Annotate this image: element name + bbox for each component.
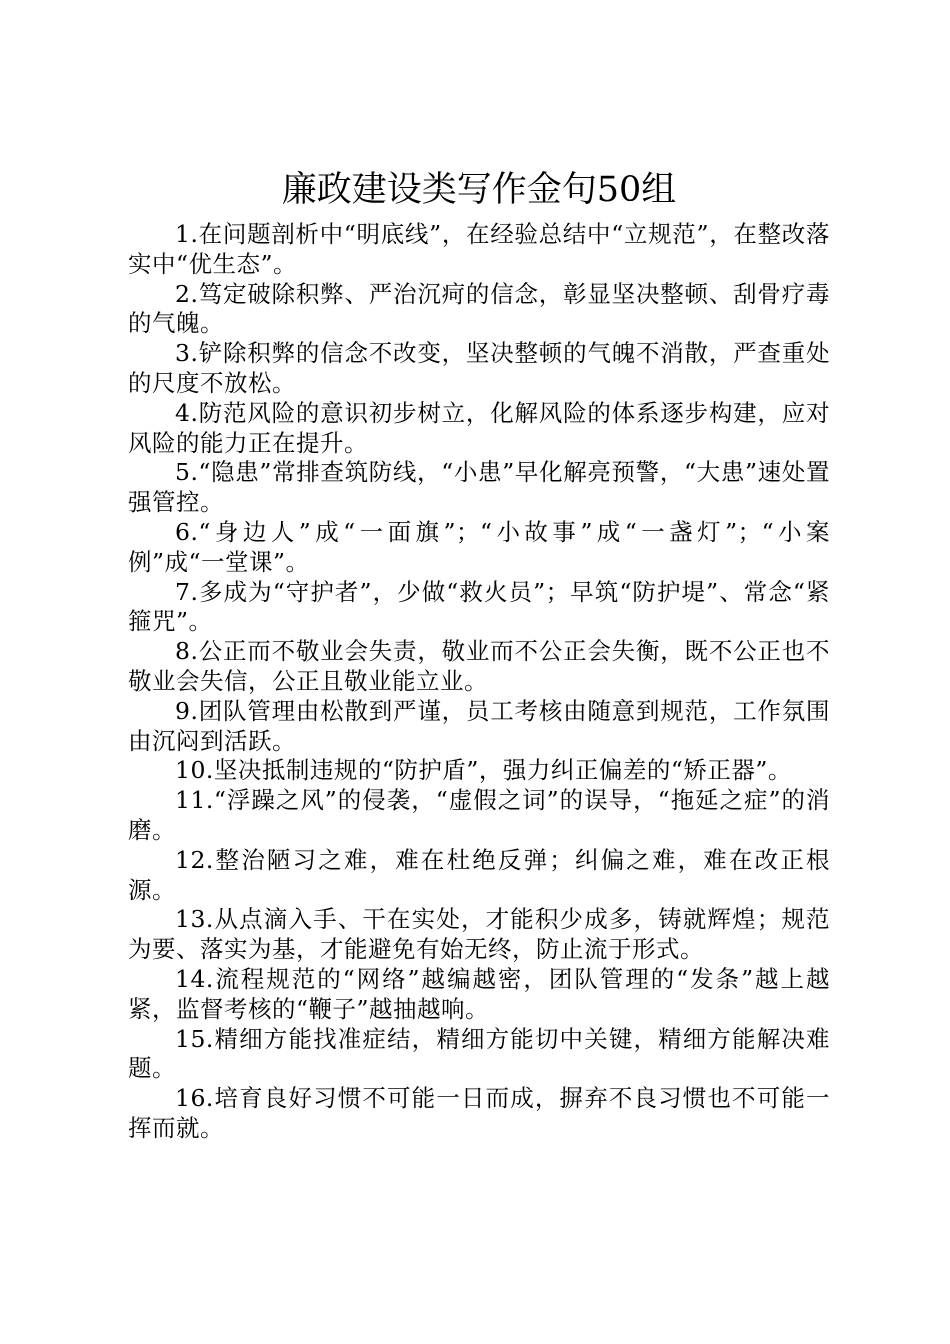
sentence-list <box>128 220 830 1144</box>
document-page <box>128 160 830 1144</box>
sentence-item-10: 10.坚决抵制违规的“防护盾”，强力纠正偏差的“矫正器”。 <box>175 756 792 785</box>
sentence-item-7: 7.多成为“守护者”，少做“救火员”；早筑“防护堤”、常念“紧箍咒”。 <box>128 577 830 636</box>
sentence-item-13: 13.从点滴入手、干在实处，才能积少成多，铸就辉煌；规范为要、落实为基，才能避免有始无终，防止流于形式。 <box>128 905 830 964</box>
sentence-item-8: 8.公正而不敬业会失责，敬业而不公正会失衡，既不公正也不敬业会失信，公正且敬业能立业。 <box>128 637 830 695</box>
sentence-item-1: 1.在问题剖析中“明底线”，在经验总结中“立规范”，在整改落实中“优生态”。 <box>128 220 830 278</box>
sentence-item-2: 2.笃定破除积弊、严治沉疴的信念，彰显坚决整顿、刮骨疗毒的气魄。 <box>128 279 830 338</box>
sentence-item-6: 6.“身边人”成“一面旗”；“小故事”成“一盏灯”；“小案例”成“一堂课”。 <box>128 517 830 576</box>
sentence-item-14: 14.流程规范的“网络”越编越密，团队管理的“发条”越上越紧，监督考核的“鞭子”越抽越响。 <box>128 964 830 1023</box>
sentence-item-5: 5.“隐患”常排查筑防线，“小患”早化解亮预警，“大患”速处置强管控。 <box>128 458 830 517</box>
sentence-item-16: 16.培育良好习惯不可能一日而成，摒弃不良习惯也不可能一挥而就。 <box>128 1084 830 1142</box>
document-title: 廉政建设类写作金句50组 <box>281 170 677 210</box>
sentence-item-3: 3.铲除积弊的信念不改变，坚决整顿的气魄不消散，严查重处的尺度不放松。 <box>128 339 830 397</box>
sentence-item-9: 9.团队管理由松散到严谨，员工考核由随意到规范，工作氛围由沉闷到活跃。 <box>128 696 830 755</box>
sentence-item-15: 15.精细方能找准症结，精细方能切中关键，精细方能解决难题。 <box>128 1024 830 1083</box>
sentence-item-12: 12.整治陋习之难，难在杜绝反弹；纠偏之难，难在改正根源。 <box>128 845 830 904</box>
sentence-item-4: 4.防范风险的意识初步树立，化解风险的体系逐步构建，应对风险的能力正在提升。 <box>128 398 830 457</box>
sentence-item-11: 11.“浮躁之风”的侵袭，“虚假之词”的误导，“拖延之症”的消磨。 <box>128 786 830 844</box>
